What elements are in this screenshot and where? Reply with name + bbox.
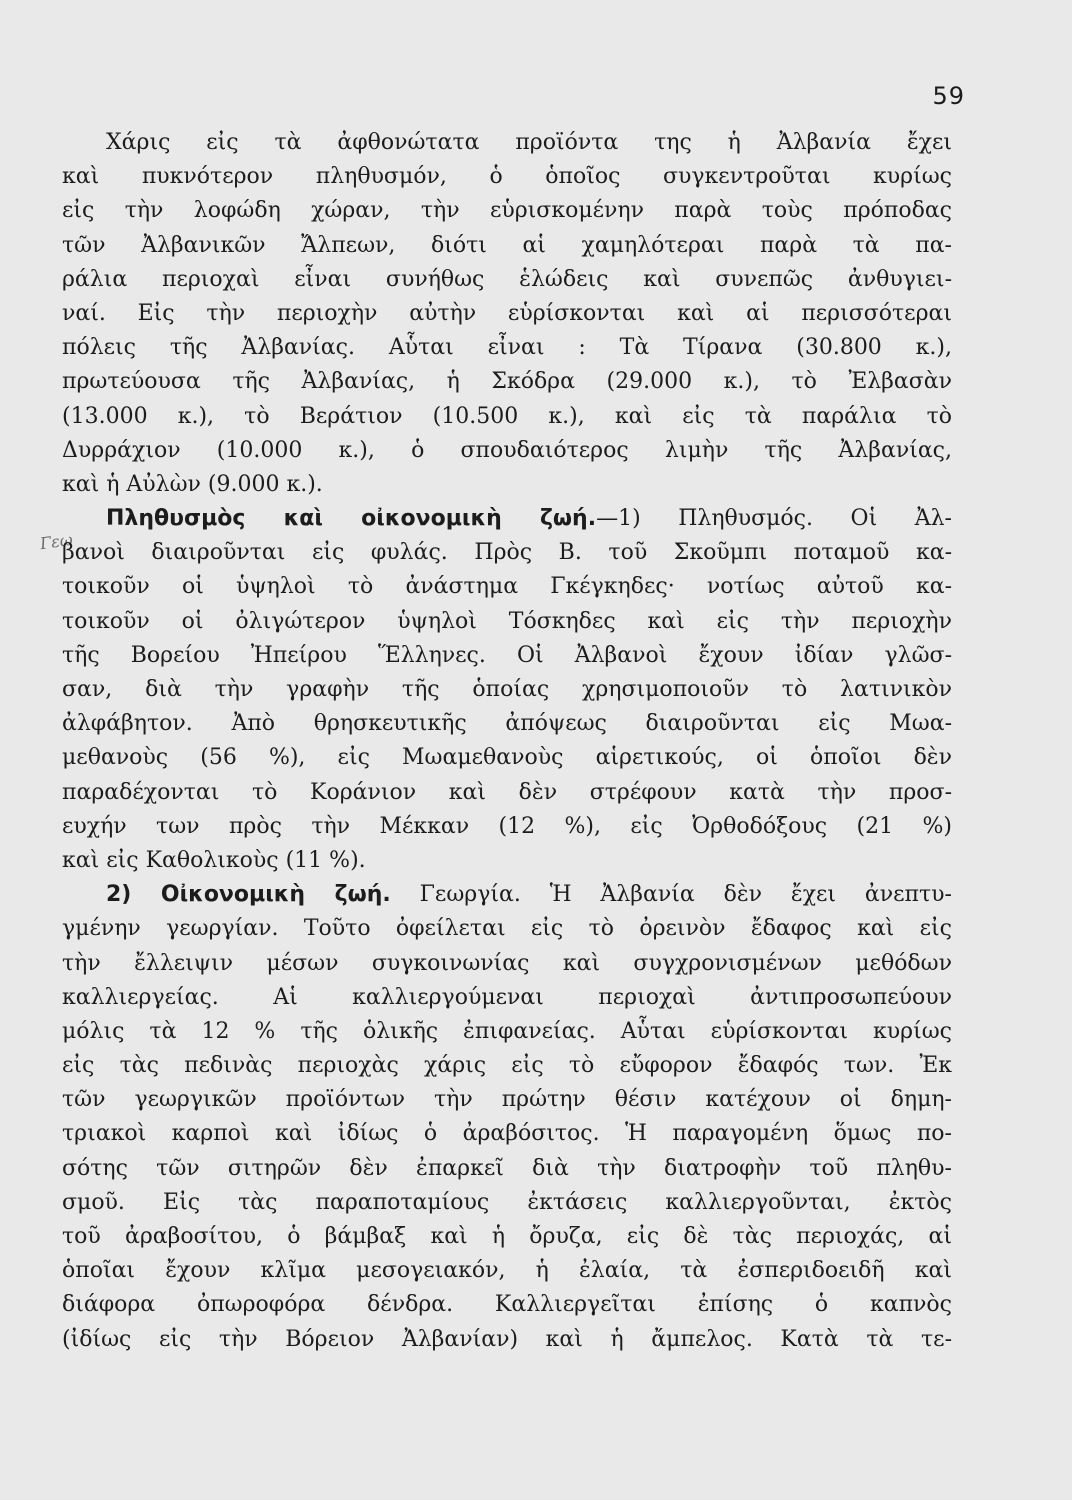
text-line: Χάρις εἰς τὰ ἀφθονώτατα προϊόντα της ἡ Ἀλβανία ἔχει xyxy=(106,130,952,155)
text-line: τοῦ ἀραβοσίτου, ὁ βάμβαξ καὶ ἡ ὄρυζα, εἰς δὲ τὰς περιοχάς, αἱ xyxy=(62,1224,952,1249)
text-line: ευχήν των πρὸς τὴν Μέκκαν (12 %), εἰς Ὀρθοδόξους (21 %) xyxy=(62,813,952,839)
text-line: καὶ ἡ Αὐλὼν (9.000 κ.). xyxy=(62,471,323,497)
text-line: διάφορα ὀπωροφόρα δένδρα. Καλλιεργεῖται ἐπίσης ὁ καπνὸς xyxy=(62,1292,952,1318)
text-line: (ἰδίως εἰς τὴν Βόρειον Ἀλβανίαν) καὶ ἡ ἄμπελος. Κατὰ τὰ τε- xyxy=(62,1326,952,1352)
text-line: ναί. Εἰς τὴν περιοχὴν αὐτὴν εὑρίσκονται καὶ αἱ περισσότεραι xyxy=(62,300,952,326)
section-first-line xyxy=(62,502,952,536)
text-line: Δυρράχιον (10.000 κ.), ὁ σπουδαιότερος λιμὴν τῆς Ἀλβανίας, xyxy=(62,437,952,463)
text-line: τῆς Βορείου Ἠπείρου Ἕλληνες. Οἱ Ἀλβανοὶ ἔχουν ἰδίαν γλῶσ- xyxy=(62,642,952,668)
section-first-line xyxy=(62,878,952,912)
section-first-line-rest: —1) Πληθυσμός. Οἱ Ἀλ- xyxy=(596,506,952,532)
section-first-line-rest: Γεωργία. Ἡ Ἀλβανία δὲν ἔχει ἀνεπτυ- xyxy=(419,882,952,908)
text-line: τῶν Ἀλβανικῶν Ἄλπεων, διότι αἱ χαμηλότεραι παρὰ τὰ πα- xyxy=(62,232,952,258)
text-line: μεθανοὺς (56 %), εἰς Μωαμεθανοὺς αἱρετικούς, οἱ ὁποῖοι δὲν xyxy=(62,745,952,771)
text-line: ὁποῖαι ἔχουν κλῖμα μεσογειακόν, ἡ ἐλαία, τὰ ἐσπεριδοειδῆ καὶ xyxy=(62,1258,952,1284)
text-line: εἰς τὰς πεδινὰς περιοχὰς χάρις εἰς τὸ εὔφορον ἔδαφός των. Ἐκ xyxy=(62,1053,952,1079)
text-line: τριακοὶ καρποὶ καὶ ἰδίως ὁ ἀραβόσιτος. Ἡ παραγομένη ὅμως πο- xyxy=(62,1121,952,1147)
text-line: παραδέχονται τὸ Κοράνιον καὶ δὲν στρέφουν κατὰ τὴν προσ- xyxy=(62,779,952,805)
text-line: βανοὶ διαιροῦνται εἰς φυλάς. Πρὸς Β. τοῦ Σκοῦμπι ποταμοῦ κα- xyxy=(62,540,952,566)
text-line: καὶ εἰς Καθολικοὺς (11 %). xyxy=(62,847,366,873)
text-line: μόλις τὰ 12 % τῆς ὁλικῆς ἐπιφανείας. Αὗται εὑρίσκονται κυρίως xyxy=(62,1018,952,1044)
text-line: τῶν γεωργικῶν προϊόντων τὴν πρώτην θέσιν κατέχουν οἱ δημη- xyxy=(62,1087,952,1113)
text-line: πόλεις τῆς Ἀλβανίας. Αὗται εἶναι : Τὰ Τίρανα (30.800 κ.), xyxy=(62,335,952,361)
section-heading-economic-life: 2) Οἰκονομικὴ ζωή. xyxy=(106,882,391,908)
text-line: ράλια περιοχαὶ εἶναι συνήθως ἑλώδεις καὶ συνεπῶς ἀνθυγιει- xyxy=(62,266,952,292)
body-text xyxy=(62,126,952,1357)
page-number: 59 xyxy=(932,82,965,110)
text-line: (13.000 κ.), τὸ Βεράτιον (10.500 κ.), καὶ εἰς τὰ παράλια τὸ xyxy=(62,403,952,429)
text-line: τοικοῦν οἱ ὑψηλοὶ τὸ ἀνάστημα Γκέγκηδες· νοτίως αὐτοῦ κα- xyxy=(62,574,952,600)
text-line: καλλιεργείας. Αἱ καλλιεργούμεναι περιοχαὶ ἀντιπροσωπεύουν xyxy=(62,984,952,1010)
text-line: σότης τῶν σιτηρῶν δὲν ἐπαρκεῖ διὰ τὴν διατροφὴν τοῦ πληθυ- xyxy=(62,1155,952,1181)
text-line: σμοῦ. Εἰς τὰς παραποταμίους ἐκτάσεις καλλιεργοῦνται, ἐκτὸς xyxy=(62,1189,952,1215)
text-line: τοικοῦν οἱ ὀλιγώτερον ὑψηλοὶ Τόσκηδες καὶ εἰς τὴν περιοχὴν xyxy=(62,608,952,634)
text-line: ἀλφάβητον. Ἀπὸ θρησκευτικῆς ἀπόψεως διαιροῦνται εἰς Μωα- xyxy=(62,711,952,737)
text-line: καὶ πυκνότερον πληθυσμόν, ὁ ὁποῖος συγκεντροῦται κυρίως xyxy=(62,164,952,190)
text-line: σαν, διὰ τὴν γραφὴν τῆς ὁποίας χρησιμοποιοῦν τὸ λατινικὸν xyxy=(62,677,952,702)
text-line: γμένην γεωργίαν. Τοῦτο ὀφείλεται εἰς τὸ ὀρεινὸν ἔδαφος καὶ εἰς xyxy=(62,916,952,942)
margin-handwritten-note: Γεω xyxy=(38,529,74,554)
section-heading-population-economy: Πληθυσμὸς καὶ οἰκονομικὴ ζωή. xyxy=(106,506,597,532)
text-line: τὴν ἔλλειψιν μέσων συγκοινωνίας καὶ συγχρονισμένων μεθόδων xyxy=(62,950,952,976)
text-line: εἰς τὴν λοφώδη χώραν, τὴν εὑρισκομένην παρὰ τοὺς πρόποδας xyxy=(62,198,952,224)
text-line: πρωτεύουσα τῆς Ἀλβανίας, ἡ Σκόδρα (29.000 κ.), τὸ Ἐλβασὰν xyxy=(62,369,952,395)
